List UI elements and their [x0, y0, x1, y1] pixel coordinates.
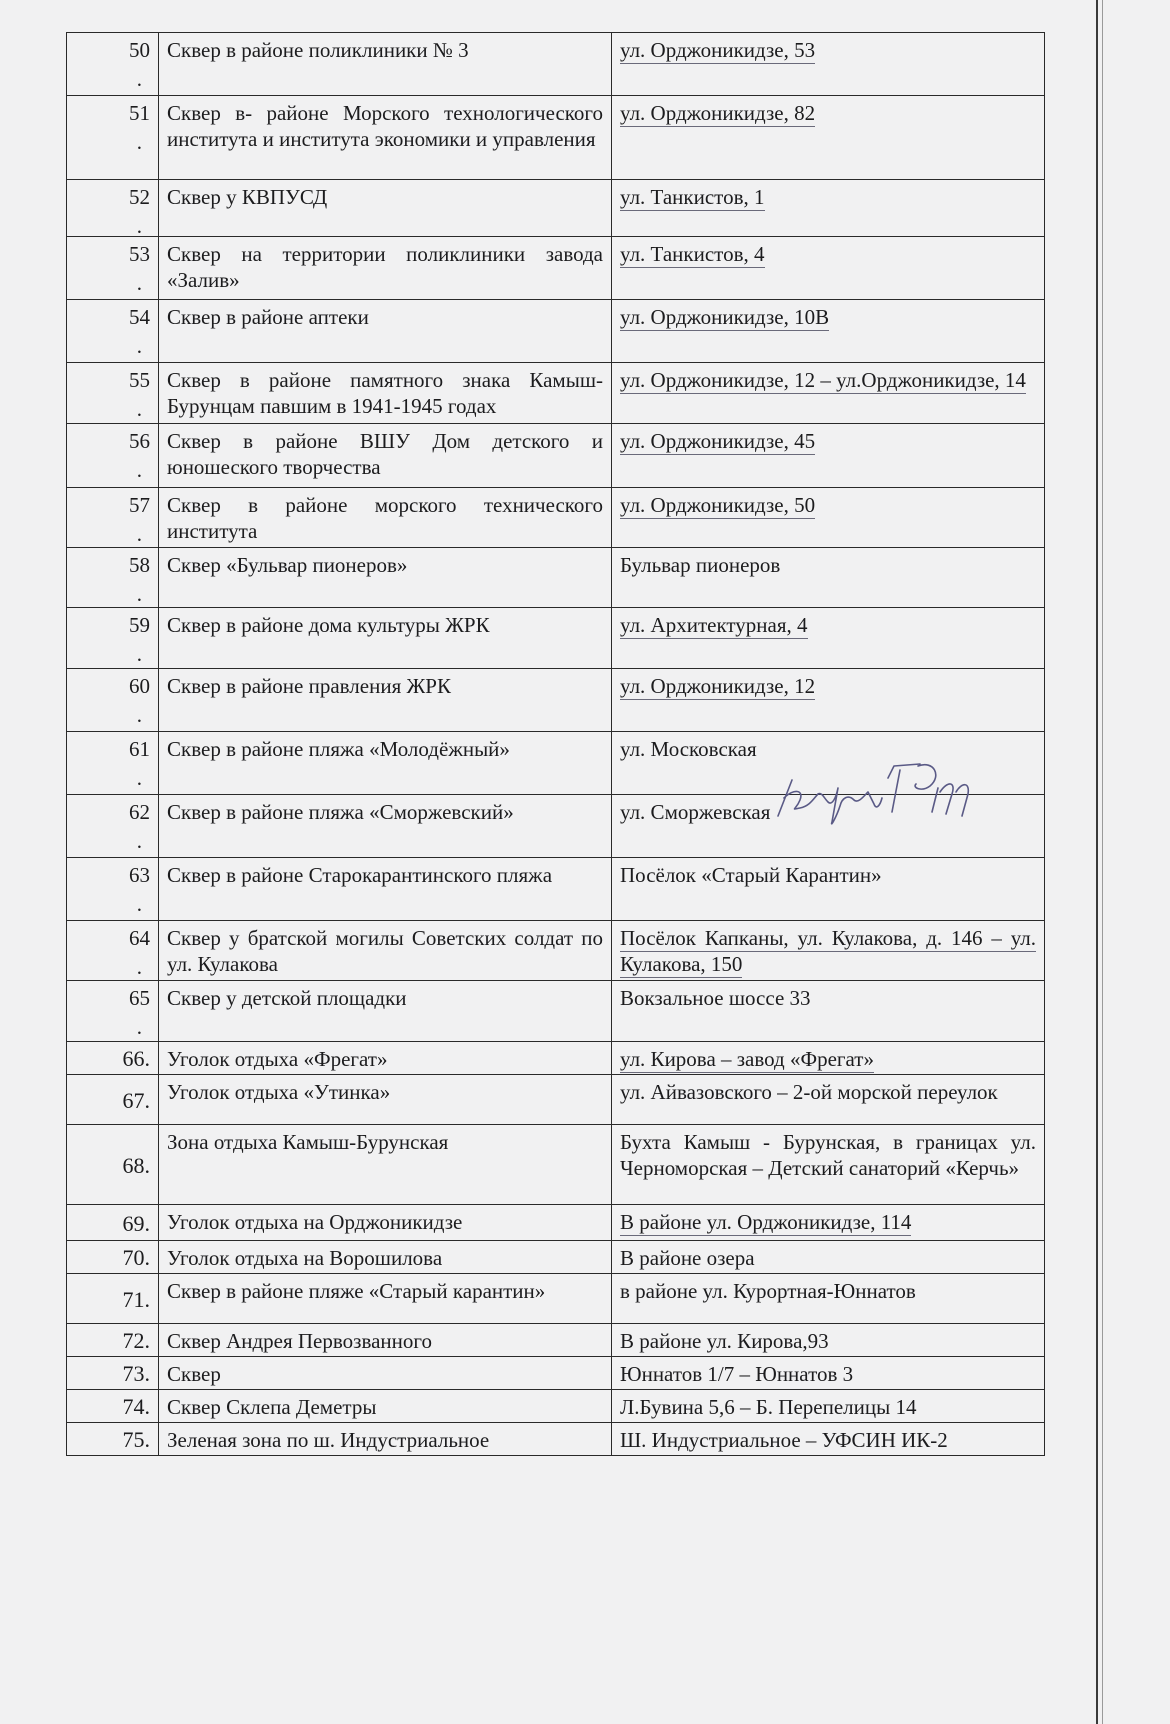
square-address	[612, 1423, 1045, 1456]
square-address-text: ул. Орджоникидзе, 10В	[620, 305, 830, 329]
row-number-text: 75.	[122, 1427, 150, 1452]
square-address	[612, 1042, 1045, 1075]
row-number-text: 57	[129, 493, 150, 517]
table-row	[67, 1390, 1045, 1423]
square-address	[612, 363, 1045, 424]
square-name: Зеленая зона по ш. Индустриальное	[159, 1423, 612, 1456]
square-address	[612, 669, 1045, 732]
square-name: Сквер на территории поликлиники завода «Залив»	[159, 237, 612, 300]
row-number	[67, 981, 159, 1042]
square-name: Зона отдыха Камыш-Бурунская	[159, 1125, 612, 1205]
row-number	[67, 1205, 159, 1241]
table-row	[67, 1357, 1045, 1390]
row-number	[67, 1324, 159, 1357]
row-number-text: 69.	[122, 1210, 150, 1236]
square-address	[612, 921, 1045, 981]
row-number-text: 56	[129, 429, 150, 453]
row-number-text: 70.	[122, 1245, 150, 1270]
square-address-text: ул. Айвазовского – 2-ой морской переулок	[620, 1080, 998, 1104]
table-row	[67, 1125, 1045, 1205]
row-number-dot: .	[136, 271, 142, 295]
row-number-dot: .	[136, 334, 142, 358]
square-name: Сквер в- районе Морского технологического института и института экономики и управления	[159, 96, 612, 180]
square-address-text: ул. Архитектурная, 4	[620, 613, 808, 637]
row-number	[67, 669, 159, 732]
row-number-dot: .	[136, 642, 142, 666]
row-number-dot: .	[136, 955, 142, 979]
square-address-text: ул. Орджоникидзе, 45	[620, 429, 816, 453]
square-address	[612, 1274, 1045, 1324]
square-address-text: ул. Кирова – завод «Фрегат»	[620, 1047, 874, 1071]
table-row	[67, 1324, 1045, 1357]
row-number-dot: .	[136, 829, 142, 853]
row-number	[67, 1357, 159, 1390]
row-number-text: 54	[129, 305, 150, 329]
green-zones-table	[66, 32, 1045, 1456]
square-address-text: Посёлок Капканы, ул. Кулакова, д. 146 – ул. Кулакова, 150	[620, 926, 1036, 976]
row-number-text: 73.	[122, 1361, 150, 1386]
square-name: Уголок отдыха на Орджоникидзе	[159, 1205, 612, 1241]
square-address-text: ул. Танкистов, 4	[620, 242, 765, 266]
row-number-text: 59	[129, 613, 150, 637]
square-address-text: В районе ул. Кирова,93	[620, 1329, 829, 1353]
square-address	[612, 1125, 1045, 1205]
table-row	[67, 1042, 1045, 1075]
square-address-text: ул. Московская	[620, 737, 757, 761]
row-number	[67, 608, 159, 669]
row-number	[67, 1390, 159, 1423]
row-number	[67, 488, 159, 548]
row-number	[67, 921, 159, 981]
row-number-dot: .	[136, 1015, 142, 1039]
square-address	[612, 732, 1045, 795]
table-row	[67, 732, 1045, 795]
table-row	[67, 300, 1045, 363]
table-row	[67, 1423, 1045, 1456]
row-number-dot: .	[136, 397, 142, 421]
square-address-text: ул. Орджоникидзе, 12	[620, 674, 816, 698]
table-row	[67, 96, 1045, 180]
square-address	[612, 1205, 1045, 1241]
square-name: Сквер «Бульвар пионеров»	[159, 548, 612, 608]
table-row	[67, 1241, 1045, 1274]
square-address	[612, 1357, 1045, 1390]
row-number-dot: .	[136, 67, 142, 91]
row-number	[67, 858, 159, 921]
row-number-text: 65	[129, 986, 150, 1010]
square-name: Сквер в районе дома культуры ЖРК	[159, 608, 612, 669]
row-number-text: 74.	[122, 1394, 150, 1419]
row-number	[67, 548, 159, 608]
table-row	[67, 363, 1045, 424]
row-number	[67, 795, 159, 858]
row-number	[67, 96, 159, 180]
row-number	[67, 363, 159, 424]
row-number-text: 58	[129, 553, 150, 577]
table-row	[67, 33, 1045, 96]
square-address	[612, 608, 1045, 669]
table-row	[67, 858, 1045, 921]
row-number-dot: .	[136, 582, 142, 606]
square-name: Уголок отдыха «Фрегат»	[159, 1042, 612, 1075]
table-row	[67, 981, 1045, 1042]
row-number-dot: .	[136, 458, 142, 482]
square-name: Сквер	[159, 1357, 612, 1390]
table-row	[67, 1075, 1045, 1125]
row-number	[67, 180, 159, 237]
square-address	[612, 548, 1045, 608]
row-number	[67, 1423, 159, 1456]
square-name: Сквер в районе пляже «Старый карантин»	[159, 1274, 612, 1324]
table-row	[67, 669, 1045, 732]
row-number	[67, 300, 159, 363]
square-address	[612, 858, 1045, 921]
square-address-text: ул. Орджоникидзе, 12 – ул.Орджоникидзе, 14	[620, 368, 1026, 392]
square-name: Сквер в районе поликлиники № 3	[159, 33, 612, 96]
square-address-text: ул. Танкистов, 1	[620, 185, 765, 209]
square-address	[612, 488, 1045, 548]
square-address-text: ул. Орджоникидзе, 82	[620, 101, 816, 125]
row-number-text: 63	[129, 863, 150, 887]
square-address-text: ул. Сморжевская	[620, 800, 771, 824]
table-row	[67, 608, 1045, 669]
row-number-dot: .	[136, 522, 142, 546]
square-name: Уголок отдыха «Утинка»	[159, 1075, 612, 1125]
square-name: Сквер в районе пляжа «Молодёжный»	[159, 732, 612, 795]
table-row	[67, 237, 1045, 300]
row-number-dot: .	[136, 766, 142, 790]
square-address	[612, 1324, 1045, 1357]
square-address	[612, 180, 1045, 237]
square-name: Сквер у братской могилы Советских солдат по ул. Кулакова	[159, 921, 612, 981]
row-number	[67, 1042, 159, 1075]
square-address-text: ул. Орджоникидзе, 53	[620, 38, 816, 62]
square-name: Сквер у КВПУСД	[159, 180, 612, 237]
square-address	[612, 1075, 1045, 1125]
square-address	[612, 96, 1045, 180]
square-name: Сквер в районе пляжа «Сморжевский»	[159, 795, 612, 858]
row-number	[67, 424, 159, 488]
row-number-dot: .	[136, 214, 142, 237]
page-edge-line	[1096, 0, 1098, 1724]
row-number	[67, 33, 159, 96]
square-address-text: Вокзальное шоссе 33	[620, 986, 811, 1010]
table-row	[67, 795, 1045, 858]
square-address-text: В районе ул. Орджоникидзе, 114	[620, 1210, 912, 1234]
square-name: Сквер в районе правления ЖРК	[159, 669, 612, 732]
square-address-text: В районе озера	[620, 1246, 755, 1270]
row-number	[67, 732, 159, 795]
row-number-text: 68.	[122, 1152, 150, 1178]
row-number	[67, 1241, 159, 1274]
square-address-text: в районе ул. Курортная-Юннатов	[620, 1279, 916, 1303]
square-name: Сквер в районе памятного знака Камыш-Бурунцам павшим в 1941-1945 годах	[159, 363, 612, 424]
square-address-text: Л.Бувина 5,6 – Б. Перепелицы 14	[620, 1395, 917, 1419]
row-number-dot: .	[136, 892, 142, 916]
row-number	[67, 1125, 159, 1205]
square-name: Уголок отдыха на Ворошилова	[159, 1241, 612, 1274]
table-row	[67, 921, 1045, 981]
square-address	[612, 237, 1045, 300]
square-address	[612, 1241, 1045, 1274]
page-edge-shadow	[1102, 0, 1103, 1724]
row-number-text: 51	[129, 101, 150, 125]
square-address	[612, 795, 1045, 858]
table-row	[67, 1274, 1045, 1324]
row-number-text: 60	[129, 674, 150, 698]
row-number-text: 62	[129, 800, 150, 824]
row-number-text: 67.	[122, 1087, 150, 1113]
square-address-text: Бульвар пионеров	[620, 553, 781, 577]
square-name: Сквер Андрея Первозванного	[159, 1324, 612, 1357]
row-number-text: 61	[129, 737, 150, 761]
table-row	[67, 180, 1045, 237]
square-address-text: Юннатов 1/7 – Юннатов 3	[620, 1362, 854, 1386]
square-address	[612, 1390, 1045, 1423]
row-number-text: 72.	[122, 1328, 150, 1353]
row-number-text: 53	[129, 242, 150, 266]
row-number-dot: .	[136, 130, 142, 154]
square-address-text: Бухта Камыш - Бурунская, в границах ул. Черноморская – Детский санаторий «Керчь»	[620, 1130, 1036, 1180]
square-address	[612, 981, 1045, 1042]
square-address	[612, 300, 1045, 363]
table-row	[67, 488, 1045, 548]
table-row	[67, 1205, 1045, 1241]
square-address	[612, 424, 1045, 488]
row-number	[67, 237, 159, 300]
row-number-text: 71.	[122, 1286, 150, 1312]
square-name: Сквер в районе Старокарантинского пляжа	[159, 858, 612, 921]
square-name: Сквер Склепа Деметры	[159, 1390, 612, 1423]
square-name: Сквер у детской площадки	[159, 981, 612, 1042]
row-number	[67, 1075, 159, 1125]
row-number-dot: .	[136, 703, 142, 727]
row-number-text: 55	[129, 368, 150, 392]
square-address-text: ул. Орджоникидзе, 50	[620, 493, 816, 517]
square-name: Сквер в районе морского технического института	[159, 488, 612, 548]
square-address-text: Ш. Индустриальное – УФСИН ИК-2	[620, 1428, 948, 1452]
table-row	[67, 424, 1045, 488]
row-number-text: 50	[129, 38, 150, 62]
row-number-text: 66.	[122, 1046, 150, 1071]
table-body	[67, 33, 1045, 1456]
row-number-text: 64	[129, 926, 150, 950]
square-address	[612, 33, 1045, 96]
row-number-text: 52	[129, 185, 150, 209]
row-number	[67, 1274, 159, 1324]
square-name: Сквер в районе аптеки	[159, 300, 612, 363]
square-name: Сквер в районе ВШУ Дом детского и юношеского творчества	[159, 424, 612, 488]
square-address-text: Посёлок «Старый Карантин»	[620, 863, 882, 887]
table-row	[67, 548, 1045, 608]
